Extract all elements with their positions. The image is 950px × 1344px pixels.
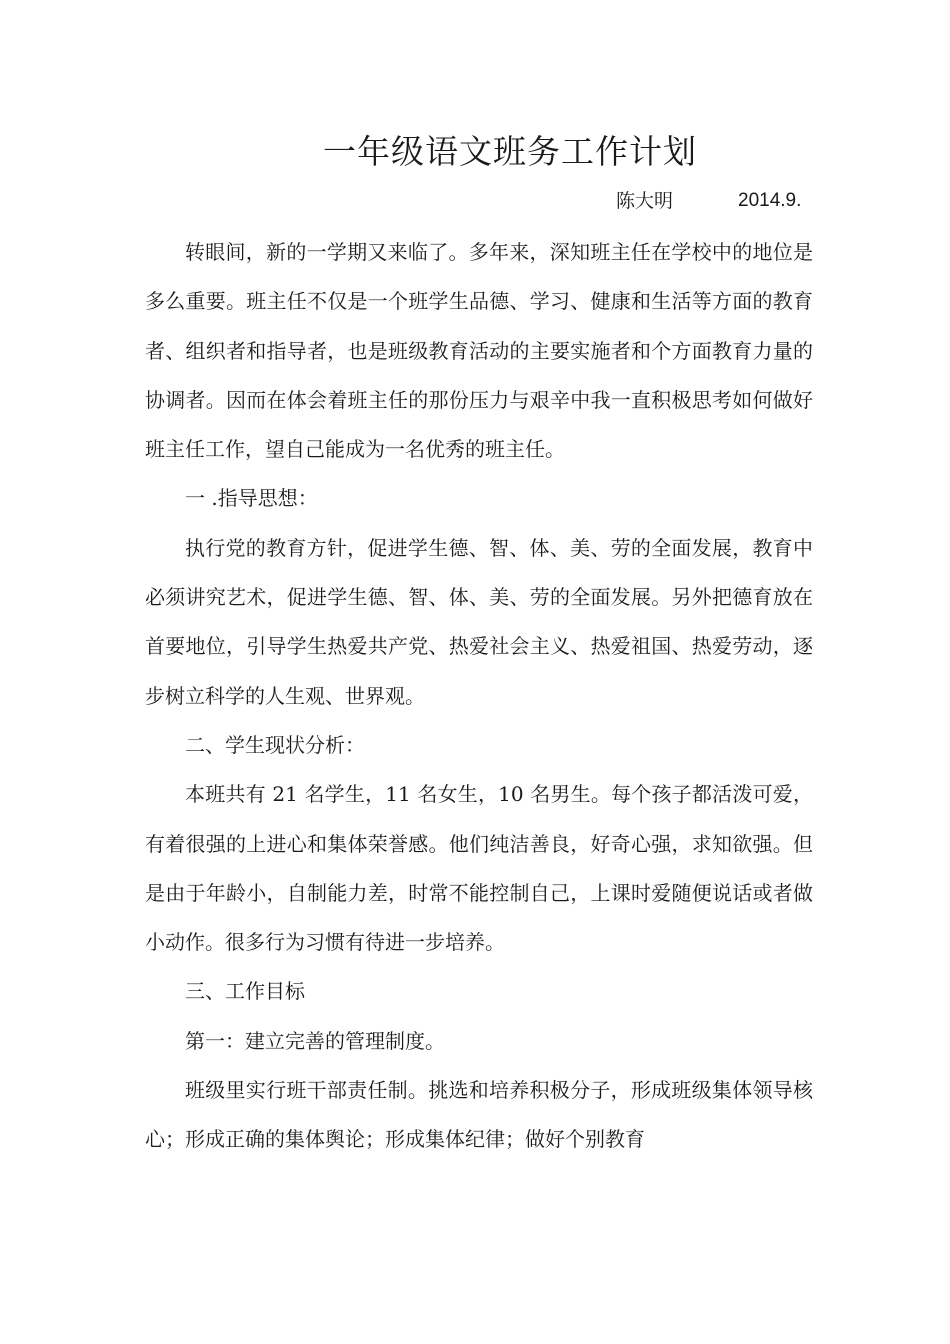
subsection-heading-management: 第一：建立完善的管理制度。 bbox=[185, 1028, 445, 1053]
section-heading-work-goals: 三、工作目标 bbox=[185, 979, 305, 1004]
section-heading-guiding-thought: 一 .指导思想： bbox=[185, 486, 318, 511]
byline bbox=[0, 188, 950, 214]
document-body bbox=[145, 228, 813, 1165]
document-date: 2014.9. bbox=[738, 190, 802, 211]
student-analysis-paragraph: 本班共有 21 名学生，11 名女生，10 名男生。每个孩子都活泼可爱，有着很强的上进心和集体荣誉感。他们纯洁善良，好奇心强，求知欲强。但是由于年龄小，自制能力差，时常不能控制自己，上课时爱随便说话或者做小动作。很多行为习惯有待进一步培养。 bbox=[145, 782, 813, 955]
management-paragraph: 班级里实行班干部责任制。挑选和培养积极分子，形成班级集体领导核心；形成正确的集体舆论；形成集体纪律；做好个别教育 bbox=[145, 1078, 813, 1152]
document-title: 一年级语文班务工作计划 bbox=[323, 132, 697, 171]
author-name: 陈大明 bbox=[616, 190, 674, 212]
section-heading-student-analysis: 二、学生现状分析： bbox=[185, 732, 365, 757]
intro-paragraph: 转眼间，新的一学期又来临了。多年来，深知班主任在学校中的地位是多么重要。班主任不仅是一个班学生品德、学习、健康和生活等方面的教育者、组织者和指导者，也是班级教育活动的主要实施者和个方面教育力量的协调者。因而在体会着班主任的那份压力与艰辛中我一直积极思考如何做好班主任工作，望自己能成为一名优秀的班主任。 bbox=[145, 240, 813, 462]
guiding-thought-paragraph: 执行党的教育方针，促进学生德、智、体、美、劳的全面发展，教育中必须讲究艺术，促进学生德、智、体、美、劳的全面发展。另外把德育放在首要地位，引导学生热爱共产党、热爱社会主义、热爱祖国、热爱劳动，逐步树立科学的人生观、世界观。 bbox=[145, 535, 813, 708]
